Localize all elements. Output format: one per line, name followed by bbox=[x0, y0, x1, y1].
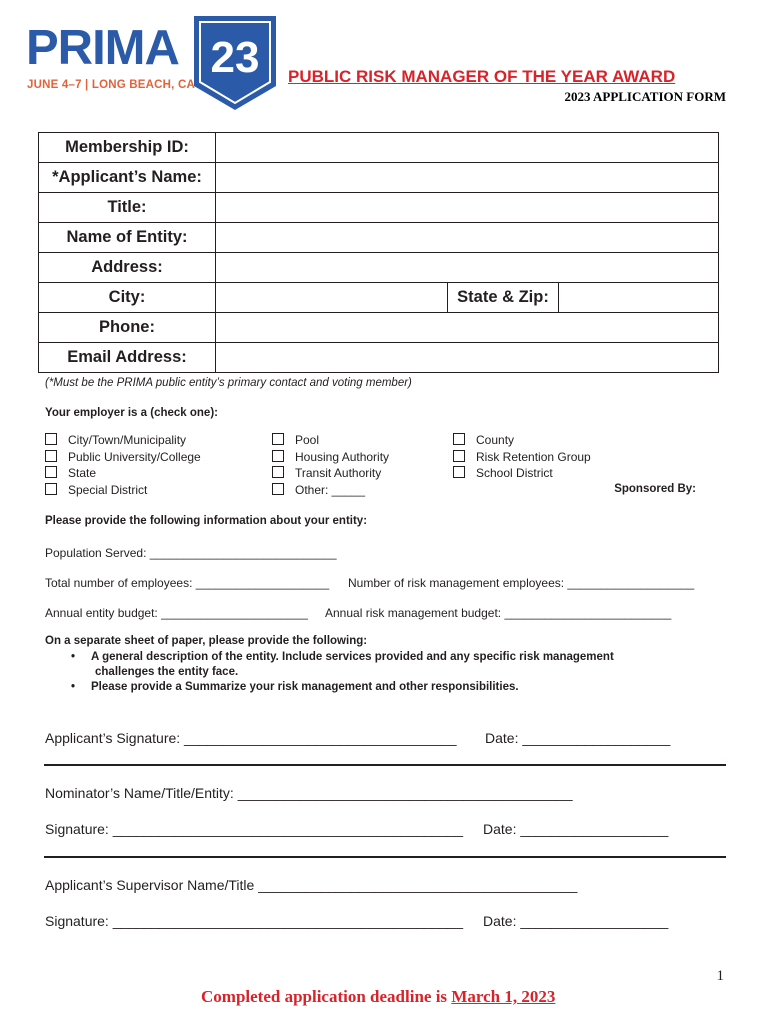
city-field[interactable] bbox=[216, 283, 448, 313]
population-served-field[interactable]: Population Served: ____________________________ bbox=[45, 546, 337, 560]
checkbox-option[interactable]: School District bbox=[453, 465, 591, 482]
instruction-description-cont: challenges the entity face. bbox=[95, 666, 239, 678]
logo-badge bbox=[192, 14, 278, 112]
membership-id-field[interactable] bbox=[216, 133, 719, 163]
table-row bbox=[39, 223, 719, 253]
entity-name-field[interactable] bbox=[216, 223, 719, 253]
supervisor-name-field[interactable]: Applicant’s Supervisor Name/Title _________________________________________ bbox=[45, 877, 578, 893]
checkbox-option[interactable]: State bbox=[45, 465, 201, 482]
checkbox-option[interactable]: Special District bbox=[45, 482, 201, 499]
entity-budget-field[interactable]: Annual entity budget: ______________________ bbox=[45, 606, 308, 620]
logo-number: 23 bbox=[210, 33, 260, 82]
table-row bbox=[39, 163, 719, 193]
checkbox-option[interactable]: Transit Authority bbox=[272, 465, 389, 482]
phone-label: Phone: bbox=[39, 313, 216, 343]
rm-employees-field[interactable]: Number of risk management employees: ___________________ bbox=[348, 576, 695, 590]
checkbox-option[interactable]: County bbox=[453, 432, 591, 449]
checkbox-option[interactable]: Risk Retention Group bbox=[453, 449, 591, 466]
membership-note: (*Must be the PRIMA public entity’s primary contact and voting member) bbox=[45, 377, 412, 389]
checkbox[interactable] bbox=[272, 483, 284, 495]
bullet-icon: • bbox=[71, 681, 76, 693]
checkbox[interactable] bbox=[45, 483, 57, 495]
email-label: Email Address: bbox=[39, 343, 216, 373]
logo-wordmark: PRIMA bbox=[26, 21, 179, 75]
membership-id-label: Membership ID: bbox=[39, 133, 216, 163]
supervisor-date-field[interactable]: Date: ___________________ bbox=[483, 913, 669, 929]
applicant-date-field[interactable]: Date: ___________________ bbox=[485, 730, 671, 746]
checkbox[interactable] bbox=[272, 450, 284, 462]
employer-column-3 bbox=[453, 432, 591, 482]
nominator-signature-field[interactable]: Signature: _____________________________________________ bbox=[45, 821, 464, 837]
applicant-signature-field[interactable]: Applicant’s Signature: ___________________________________ bbox=[45, 730, 457, 746]
logo-subtitle: JUNE 4–7 | LONG BEACH, CA bbox=[27, 79, 195, 91]
city-label: City: bbox=[39, 283, 216, 313]
rm-budget-field[interactable]: Annual risk management budget: _________________________ bbox=[325, 606, 672, 620]
deadline-date: March 1, 2023 bbox=[451, 987, 556, 1006]
address-field[interactable] bbox=[216, 253, 719, 283]
checkbox[interactable] bbox=[45, 466, 57, 478]
sponsored-by-label: Sponsored By: bbox=[614, 483, 696, 495]
state-zip-field[interactable] bbox=[559, 283, 719, 313]
bullet-icon: • bbox=[71, 651, 76, 663]
checkbox[interactable] bbox=[453, 433, 465, 445]
form-subtitle: 2023 APPLICATION FORM bbox=[564, 89, 726, 104]
total-employees-field[interactable]: Total number of employees: ____________________ bbox=[45, 576, 330, 590]
employer-column-2 bbox=[272, 432, 389, 498]
employer-column-1 bbox=[45, 432, 201, 498]
title-label: Title: bbox=[39, 193, 216, 223]
checkbox[interactable] bbox=[453, 450, 465, 462]
checkbox[interactable] bbox=[45, 433, 57, 445]
table-row bbox=[39, 343, 719, 373]
award-title: PUBLIC RISK MANAGER OF THE YEAR AWARD bbox=[288, 67, 676, 86]
checkbox-option[interactable]: Other: _____ bbox=[272, 482, 389, 499]
instruction-description: A general description of the entity. Include services provided and any specific risk management bbox=[91, 651, 614, 663]
entity-info-heading: Please provide the following information about your entity: bbox=[45, 515, 368, 527]
deadline-text: Completed application deadline is bbox=[201, 987, 452, 1006]
table-row bbox=[39, 253, 719, 283]
table-row bbox=[39, 133, 719, 163]
checkbox[interactable] bbox=[45, 450, 57, 462]
state-zip-label: State & Zip: bbox=[448, 283, 559, 313]
supervisor-signature-field[interactable]: Signature: _____________________________________________ bbox=[45, 913, 464, 929]
entity-name-label: Name of Entity: bbox=[39, 223, 216, 253]
applicant-name-field[interactable] bbox=[216, 163, 719, 193]
email-field[interactable] bbox=[216, 343, 719, 373]
phone-field[interactable] bbox=[216, 313, 719, 343]
deadline-notice bbox=[201, 987, 555, 1007]
checkbox[interactable] bbox=[272, 466, 284, 478]
nominator-name-field[interactable]: Nominator’s Name/Title/Entity: ___________________________________________ bbox=[45, 785, 573, 801]
nominator-date-field[interactable]: Date: ___________________ bbox=[483, 821, 669, 837]
title-field[interactable] bbox=[216, 193, 719, 223]
table-row bbox=[39, 283, 719, 313]
table-row bbox=[39, 313, 719, 343]
applicant-name-label: *Applicant’s Name: bbox=[39, 163, 216, 193]
divider bbox=[44, 764, 726, 766]
checkbox-option[interactable]: Housing Authority bbox=[272, 449, 389, 466]
employer-heading: Your employer is a (check one): bbox=[45, 407, 218, 419]
checkbox-option[interactable]: Public University/College bbox=[45, 449, 201, 466]
checkbox[interactable] bbox=[453, 466, 465, 478]
checkbox-option[interactable]: City/Town/Municipality bbox=[45, 432, 201, 449]
instruction-summary: Please provide a Summarize your risk management and other responsibilities. bbox=[91, 681, 519, 693]
table-row bbox=[39, 193, 719, 223]
checkbox-option[interactable]: Pool bbox=[272, 432, 389, 449]
page-number: 1 bbox=[716, 968, 724, 984]
checkbox[interactable] bbox=[272, 433, 284, 445]
divider bbox=[44, 856, 726, 858]
applicant-info-table bbox=[38, 132, 719, 373]
separate-sheet-heading: On a separate sheet of paper, please provide the following: bbox=[45, 635, 368, 647]
address-label: Address: bbox=[39, 253, 216, 283]
